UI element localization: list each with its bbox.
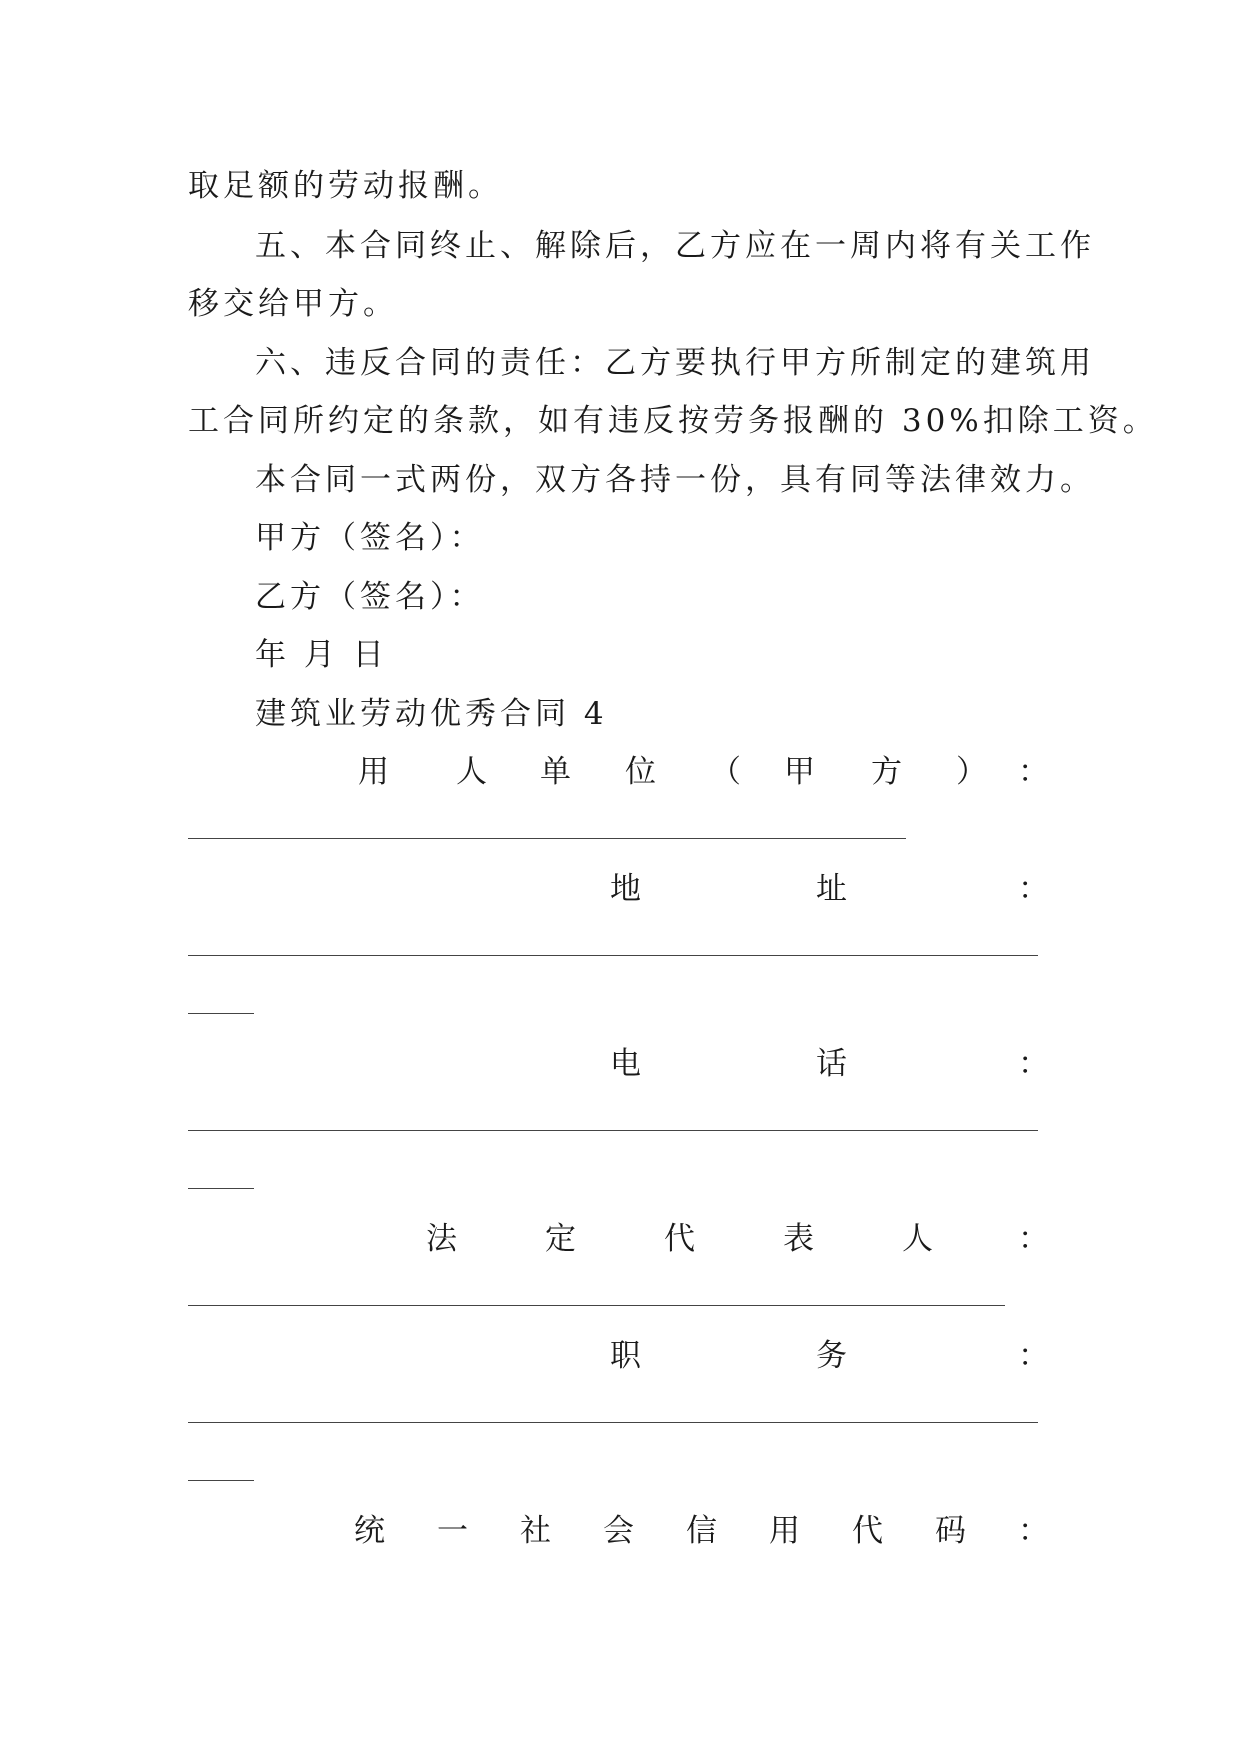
label-char: 社 [520,1513,551,1549]
signature-party-a: 甲方（签名）： [255,520,485,556]
label-char: 码 [935,1513,966,1549]
label-char: 统 [354,1513,385,1549]
label-char: 信 [686,1513,717,1549]
fill-in-line-continuation [188,1013,254,1014]
label-char: 单 [540,754,571,790]
label-char: 方 [871,754,902,790]
label-char: ） [956,754,987,790]
label-char: 用 [358,754,389,790]
label-char: （ [710,754,741,790]
label-char: ： [1018,1221,1049,1257]
paragraph-line: 六、违反合同的责任：乙方要执行甲方所制定的建筑用 [255,345,1095,381]
label-char: 法 [426,1221,457,1257]
label-char: 人 [902,1221,933,1257]
paragraph-line: 工合同所约定的条款，如有违反按劳务报酬的 30%扣除工资。 [188,403,1158,439]
paragraph-line: 五、本合同终止、解除后，乙方应在一周内将有关工作 [255,228,1095,264]
label-char: 职 [610,1338,641,1374]
label-char: 话 [816,1046,847,1082]
label-char: 一 [437,1513,468,1549]
fill-in-line [188,838,906,839]
date-line: 年 月 日 [255,637,388,673]
label-char: 代 [664,1221,695,1257]
fill-in-line [188,1422,1038,1423]
fill-in-line-continuation [188,1188,254,1189]
paragraph-line: 移交给甲方。 [188,286,398,322]
fill-in-line [188,1305,1005,1306]
label-char: 务 [816,1338,847,1374]
paragraph-line: 本合同一式两份，双方各持一份，具有同等法律效力。 [255,462,1095,498]
label-char: 甲 [784,754,815,790]
fill-in-line-continuation [188,1480,254,1481]
label-char: 会 [603,1513,634,1549]
label-char: 人 [456,754,487,790]
label-char: ： [1018,871,1049,907]
signature-party-b: 乙方（签名）： [255,579,485,615]
label-char: 电 [610,1046,641,1082]
label-char: 地 [610,871,641,907]
label-char: 定 [545,1221,576,1257]
label-char: ： [1018,1513,1049,1549]
label-char: 代 [852,1513,883,1549]
label-char: ： [1018,1046,1049,1082]
label-char: ： [1018,1338,1049,1374]
paragraph-line: 取足额的劳动报酬。 [188,168,503,204]
fill-in-line [188,1130,1038,1131]
section-heading: 建筑业劳动优秀合同 4 [255,696,608,732]
label-char: 位 [625,754,656,790]
label-char: 用 [769,1513,800,1549]
label-char: 址 [816,871,847,907]
label-char: 表 [783,1221,814,1257]
label-char: ： [1018,754,1049,790]
fill-in-line [188,955,1038,956]
